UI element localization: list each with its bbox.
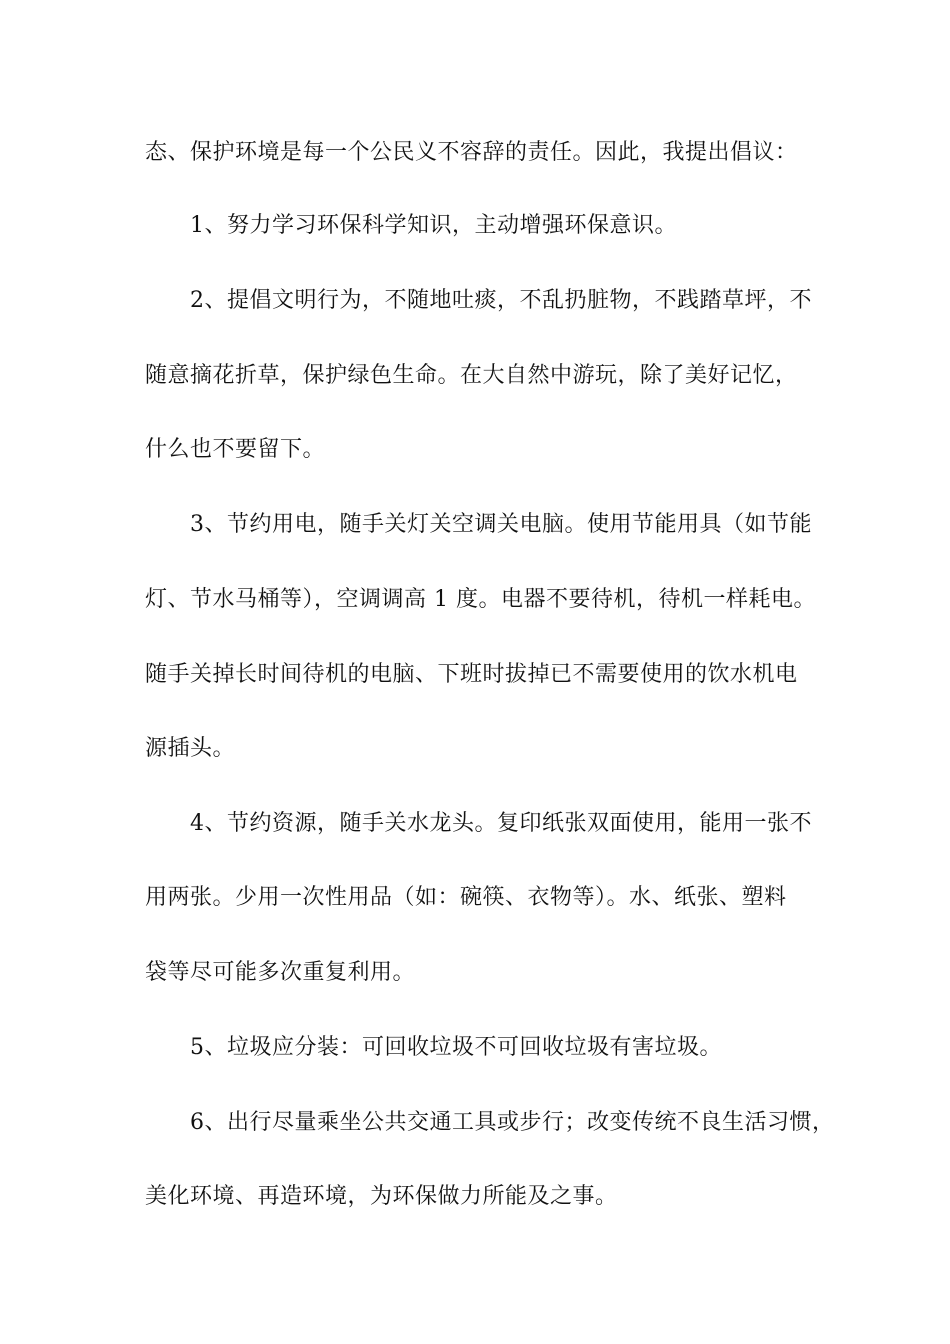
paragraph-line: 3、节约用电，随手关灯关空调关电脑。使用节能用具（如节能 xyxy=(190,512,812,537)
paragraph-line: 灯、节水马桶等），空调调高 1 度。电器不要待机，待机一样耗电。 xyxy=(145,587,816,612)
paragraph-line: 1、努力学习环保科学知识，主动增强环保意识。 xyxy=(190,213,677,238)
paragraph-line: 6、出行尽量乘坐公共交通工具或步行；改变传统不良生活习惯， xyxy=(190,1110,835,1135)
paragraph-line: 用两张。少用一次性用品（如：碗筷、衣物等）。水、纸张、塑料 xyxy=(145,885,787,910)
paragraph-line: 袋等尽可能多次重复利用。 xyxy=(145,960,416,985)
paragraph-line: 源插头。 xyxy=(145,736,236,761)
paragraph-line: 随意摘花折草，保护绿色生命。在大自然中游玩，除了美好记忆， xyxy=(145,363,798,388)
paragraph-line: 5、垃圾应分装：可回收垃圾不可回收垃圾有害垃圾。 xyxy=(190,1035,722,1060)
paragraph-line: 2、提倡文明行为，不随地吐痰，不乱扔脏物，不践踏草坪，不 xyxy=(190,288,812,313)
paragraph-line: 什么也不要留下。 xyxy=(145,437,326,462)
paragraph-line: 4、节约资源，随手关水龙头。复印纸张双面使用，能用一张不 xyxy=(190,811,812,836)
paragraph-line: 态、保护环境是每一个公民义不容辞的责任。因此，我提出倡议： xyxy=(145,140,798,165)
paragraph-line: 随手关掉长时间待机的电脑、下班时拔掉已不需要使用的饮水机电 xyxy=(145,662,798,687)
paragraph-line: 美化环境、再造环境，为环保做力所能及之事。 xyxy=(145,1184,618,1209)
